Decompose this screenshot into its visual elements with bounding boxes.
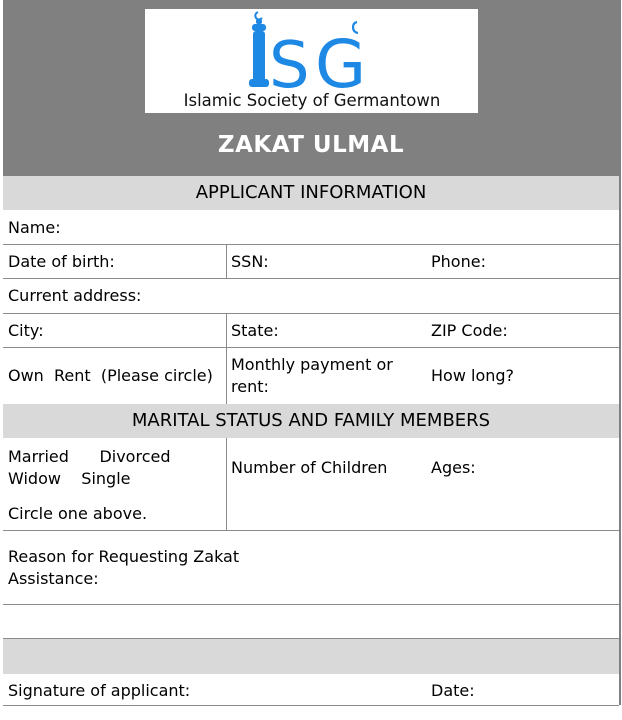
address-label: Current address:: [8, 286, 142, 305]
state-label: State:: [231, 321, 279, 340]
logo-letter-g: G: [315, 26, 367, 93]
reason-label-line2: Assistance:: [8, 569, 99, 588]
signature-label[interactable]: Signature of applicant:: [8, 681, 191, 700]
state-cell[interactable]: [226, 314, 427, 347]
logo-letter-s: S: [269, 29, 310, 93]
form-title: ZAKAT ULMAL: [217, 132, 405, 158]
children-cell[interactable]: [226, 438, 620, 530]
marital-options-line1[interactable]: Married Divorced: [8, 447, 171, 466]
phone-label: Phone:: [431, 252, 486, 271]
row-name[interactable]: [3, 210, 619, 245]
logo-caption: Islamic Society of Germantown: [183, 91, 441, 110]
monthly-payment-label-line2: rent:: [231, 377, 269, 396]
row-marital-family: [3, 438, 619, 531]
row-housing: [3, 348, 619, 404]
name-label: Name:: [8, 218, 61, 237]
isg-logo-mark: [145, 9, 478, 93]
section-applicant-information: APPLICANT INFORMATION: [3, 176, 619, 210]
date-label[interactable]: Date:: [431, 681, 475, 700]
marital-options-line2[interactable]: Widow Single: [8, 469, 131, 488]
monthly-payment-label-line1: Monthly payment or: [231, 355, 393, 374]
dob-label: Date of birth:: [8, 252, 115, 271]
row-reason[interactable]: [3, 531, 619, 605]
circle-one-label: Circle one above.: [8, 504, 148, 523]
section-blank-separator: [3, 639, 619, 674]
form-header: [3, 0, 619, 176]
row-city-state-zip: [3, 314, 619, 348]
row-dob-ssn-phone: [3, 245, 619, 279]
monthly-payment-cell[interactable]: [226, 348, 427, 404]
isg-logo: [145, 9, 478, 113]
ssn-cell[interactable]: [226, 245, 427, 278]
num-children-label: Number of Children: [231, 458, 388, 477]
minaret-icon: [249, 12, 269, 87]
how-long-label: How long?: [431, 366, 515, 385]
row-reason-continued[interactable]: [3, 605, 619, 639]
zip-label: ZIP Code:: [431, 321, 508, 340]
section-marital-status: MARITAL STATUS AND FAMILY MEMBERS: [3, 404, 619, 438]
row-signature: [3, 674, 619, 706]
ages-label: Ages:: [431, 458, 476, 477]
ssn-label: SSN:: [231, 252, 269, 271]
reason-label-line1: Reason for Requesting Zakat: [8, 547, 240, 566]
city-label: City:: [8, 321, 44, 340]
row-current-address[interactable]: [3, 279, 619, 314]
zakat-form: [3, 0, 621, 705]
own-rent-label: Own Rent (Please circle): [8, 366, 213, 385]
